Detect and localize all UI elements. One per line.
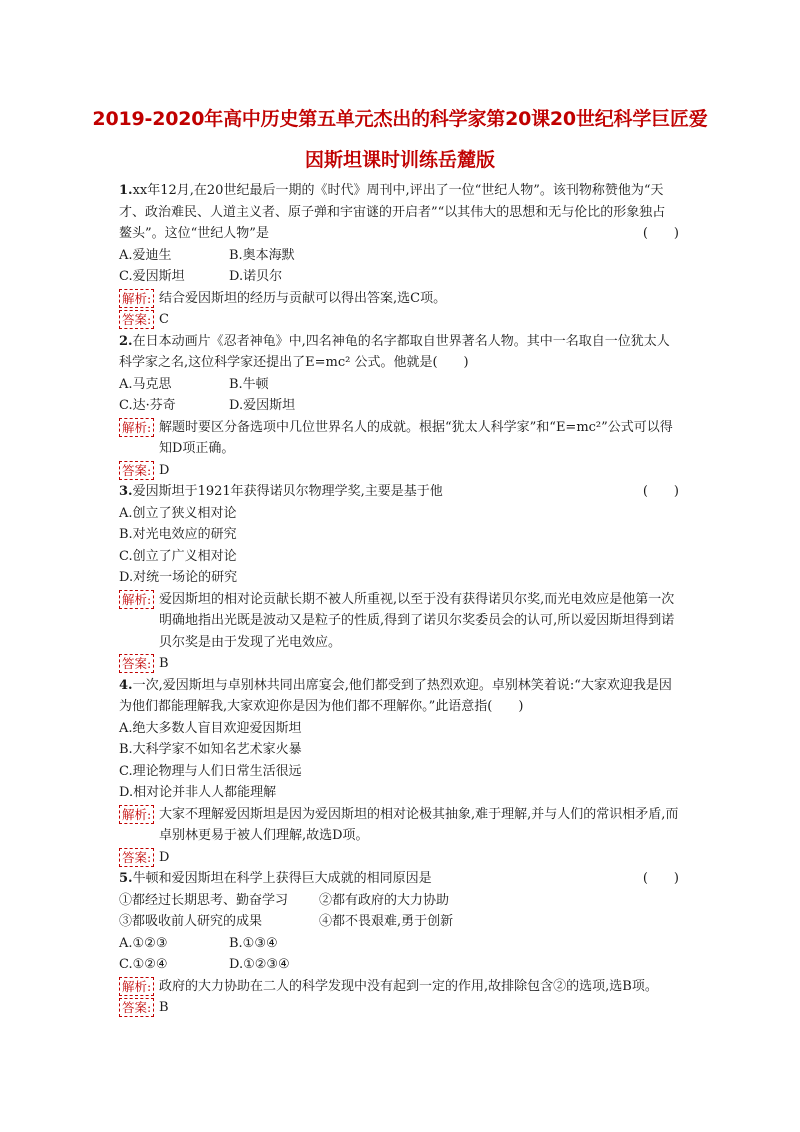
option-c: C.①②④	[119, 957, 168, 972]
analysis-text: 爱因斯坦的相对论贡献长期不被人所重视,以至于没有获得诺贝尔奖,而光电效应是他第一次明确地指出光既是波动又是粒子的性质,得到了诺贝尔奖委员会的认可,所以爱因斯坦得到诺贝尔奖是由于发现了光电效应。	[159, 591, 675, 650]
question-number: 4.	[119, 677, 133, 693]
answer-parentheses: ( )	[642, 871, 679, 886]
answer-parentheses: ( )	[642, 484, 679, 499]
statement-2: ②都有政府的大力协助	[319, 892, 450, 908]
option-d: D.诺贝尔	[229, 269, 283, 284]
analysis-label: 解析:	[119, 977, 154, 996]
analysis-label: 解析:	[119, 418, 154, 437]
answer-row	[119, 309, 679, 331]
answer-row	[119, 460, 679, 482]
option-c: C.爱因斯坦	[119, 269, 185, 284]
options-grid	[119, 245, 679, 288]
question-text: 爱因斯坦于1921年获得诺贝尔物理学奖,主要是基于他	[132, 484, 443, 499]
document-title-line-1: 2019-2020年高中历史第五单元杰出的科学家第20课20世纪科学巨匠爱	[92, 108, 708, 130]
answer-label: 答案:	[119, 654, 154, 673]
option-b: B.奥本海默	[229, 247, 295, 263]
statement-4: ④都不畏艰难,勇于创新	[319, 914, 454, 929]
question-number: 5.	[119, 871, 133, 886]
option-a: A.爱迪生	[119, 247, 172, 263]
analysis-text: 结合爱因斯坦的经历与贡献可以得出答案,选C项。	[159, 290, 447, 306]
option-a: A.①②③	[119, 935, 168, 951]
question-text: 在日本动画片《忍者神龟》中,四名神龟的名字都取自世界著名人物。其中一名取自一位犹太人科学家之名,这位科学家还提出了E=mc² 公式。他就是( )	[119, 333, 670, 370]
option-a: A.绝大多数人盲目欢迎爱因斯坦	[119, 720, 302, 736]
question-text: xx年12月,在20世纪最后一期的《时代》周刊中,评出了一位“世纪人物”。该刊物称赞他为“天才、政治难民、人道主义者、原子弹和宇宙谜的开启者”“以其伟大的思想和无与伦比的形象独占鳌头”。这位“世纪人物”是	[119, 183, 666, 241]
analysis-label: 解析:	[119, 805, 154, 824]
option-b: B.①③④	[229, 935, 278, 951]
analysis-label: 解析:	[119, 289, 154, 308]
answer-label: 答案:	[119, 310, 154, 329]
option-c: C.理论物理与人们日常生活很远	[119, 763, 302, 779]
options-grid	[119, 374, 679, 417]
analysis-row	[119, 804, 679, 847]
answer-row	[119, 653, 679, 675]
statement-3: ③都吸收前人研究的成果	[119, 914, 263, 929]
answer-value: C	[159, 312, 169, 327]
analysis-row	[119, 288, 679, 310]
question-2	[119, 331, 679, 482]
analysis-label: 解析:	[119, 590, 154, 609]
option-d: D.相对论并非人人都能理解	[119, 785, 277, 800]
question-4	[119, 675, 679, 869]
analysis-row	[119, 589, 679, 654]
question-number: 1.	[119, 183, 133, 198]
answer-value: B	[159, 656, 169, 671]
option-d: D.爱因斯坦	[229, 398, 296, 413]
answer-label: 答案:	[119, 848, 154, 867]
analysis-row	[119, 417, 679, 460]
questions-list	[119, 180, 679, 1019]
question-stem	[119, 331, 679, 374]
statements-grid	[119, 890, 679, 933]
analysis-row	[119, 976, 679, 998]
question-stem	[119, 868, 679, 890]
option-b: B.大科学家不如知名艺术家火暴	[119, 742, 302, 757]
options-grid	[119, 933, 679, 976]
answer-row	[119, 997, 679, 1019]
statement-1: ①都经过长期思考、勤奋学习	[119, 892, 289, 908]
question-1	[119, 180, 679, 331]
question-number: 2.	[119, 333, 133, 349]
question-5	[119, 868, 679, 1019]
document-title-line-2: 因斯坦课时训练岳麓版	[304, 149, 495, 171]
option-c: C.达·芬奇	[119, 398, 176, 413]
answer-parentheses: ( )	[642, 226, 679, 241]
question-stem	[119, 675, 679, 718]
analysis-text: 解题时要区分备选项中几位世界名人的成就。根据“犹太人科学家”和“E=mc²”公式可以得知D项正确。	[159, 419, 673, 456]
question-number: 3.	[119, 484, 133, 499]
answer-row	[119, 847, 679, 869]
answer-label: 答案:	[119, 998, 154, 1017]
option-d: D.对统一场论的研究	[119, 570, 238, 585]
analysis-text: 大家不理解爱因斯坦是因为爱因斯坦的相对论极其抽象,难于理解,并与人们的常识相矛盾,而卓别林更易于被人们理解,故选D项。	[159, 806, 679, 843]
option-a: A.创立了狭义相对论	[119, 505, 237, 521]
option-b: B.对光电效应的研究	[119, 527, 237, 542]
option-c: C.创立了广义相对论	[119, 548, 237, 564]
question-stem	[119, 481, 679, 503]
question-text: 一次,爱因斯坦与卓别林共同出席宴会,他们都受到了热烈欢迎。卓别林笑着说:“大家欢迎我是因为他们都能理解我,大家欢迎你是因为他们都不理解你。”此语意指( )	[119, 677, 672, 714]
answer-value: D	[159, 462, 170, 478]
question-text: 牛顿和爱因斯坦在科学上获得巨大成就的相同原因是	[132, 871, 432, 886]
answer-value: D	[159, 849, 170, 865]
question-3	[119, 481, 679, 675]
option-d: D.①②③④	[229, 957, 290, 972]
question-stem	[119, 180, 679, 245]
option-b: B.牛顿	[229, 376, 269, 392]
analysis-text: 政府的大力协助在二人的科学发现中没有起到一定的作用,故排除包含②的选项,选B项。	[159, 978, 658, 994]
answer-label: 答案:	[119, 461, 154, 480]
answer-value: B	[159, 1000, 169, 1015]
option-a: A.马克思	[119, 376, 172, 392]
